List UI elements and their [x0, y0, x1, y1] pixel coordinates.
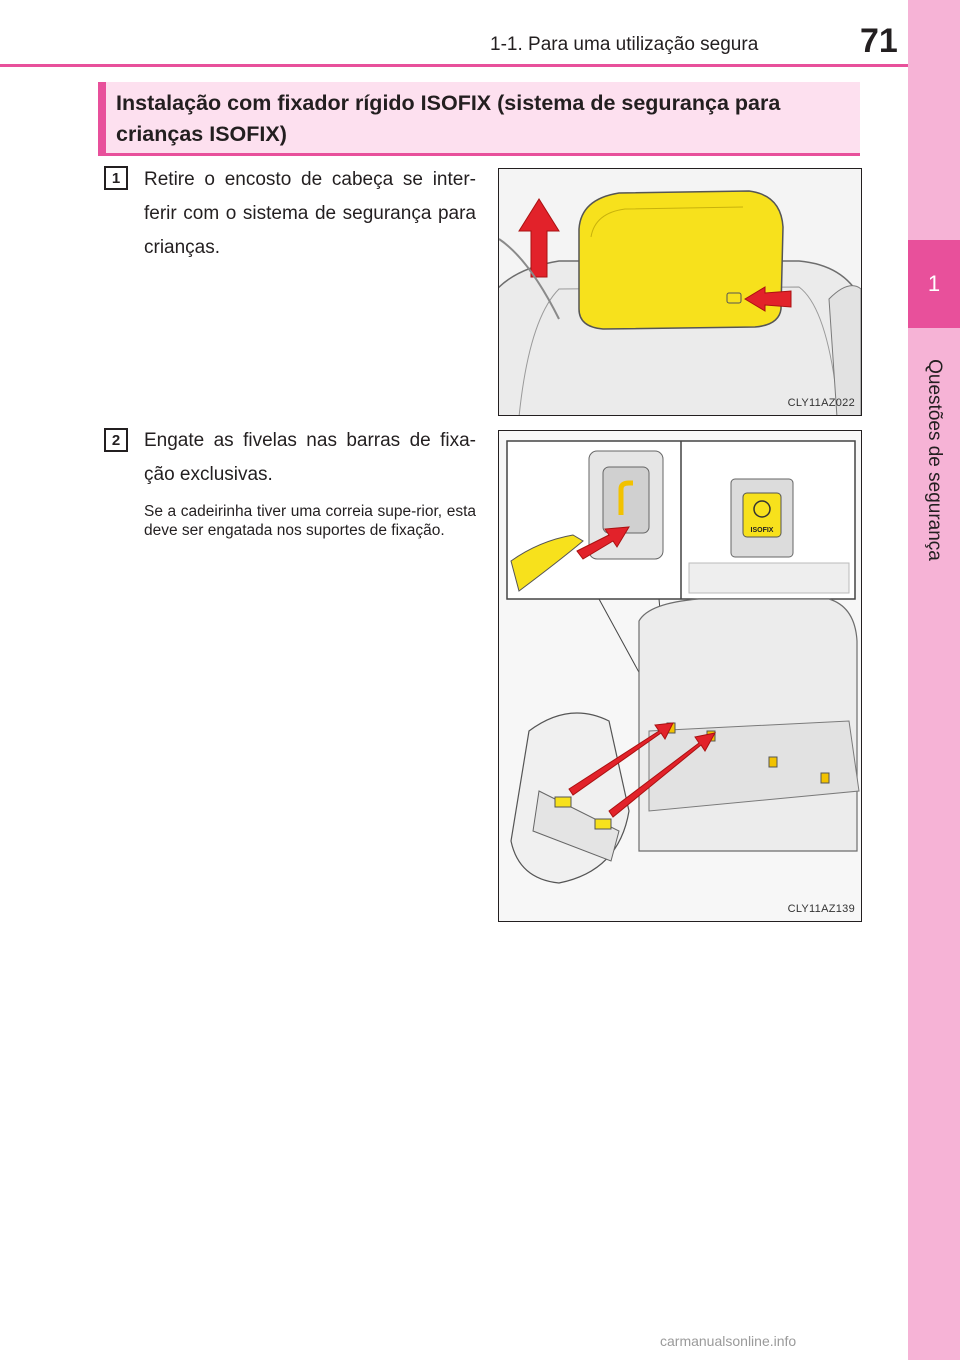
step-1-text: Retire o encosto de cabeça se inter-ferir com o sistema de segurança para crianças.	[144, 169, 476, 258]
section-heading-bar	[98, 82, 106, 153]
step-2-badge: 2	[104, 428, 128, 452]
chapter-number-tab[interactable]	[908, 240, 960, 328]
figure-1-code: CLY11AZ022	[787, 397, 855, 409]
header-rule	[0, 64, 908, 67]
step-2-note: Se a cadeirinha tiver uma correia supe-rior, esta deve ser engatada nos suportes de fixação.	[144, 503, 476, 539]
chapter-tab-strip	[908, 0, 960, 1360]
figure-headrest-removal	[498, 168, 862, 416]
step-1-badge: 1	[104, 166, 128, 190]
figure-2-code: CLY11AZ139	[787, 903, 855, 915]
section-heading	[98, 82, 860, 156]
isofix-inset-label: ISOFIX	[750, 527, 774, 534]
running-head: 1-1. Para uma utilização segura	[490, 34, 759, 55]
chapter-number: 1	[927, 271, 941, 296]
figure-isofix-installation	[498, 430, 862, 922]
section-heading-text: Instalação com fixador rígido ISOFIX (sistema de segurança para crianças ISOFIX)	[116, 91, 781, 146]
chapter-title-tab	[912, 340, 956, 580]
page-number: 71	[860, 22, 898, 60]
watermark: carmanualsonline.info	[660, 1333, 797, 1349]
chapter-title: Questões de segurança	[924, 359, 945, 561]
step-2-text: Engate as fivelas nas barras de fixa-ção exclusivas.	[144, 430, 476, 485]
isofix-illustration	[499, 431, 862, 922]
headrest-illustration	[499, 169, 862, 416]
